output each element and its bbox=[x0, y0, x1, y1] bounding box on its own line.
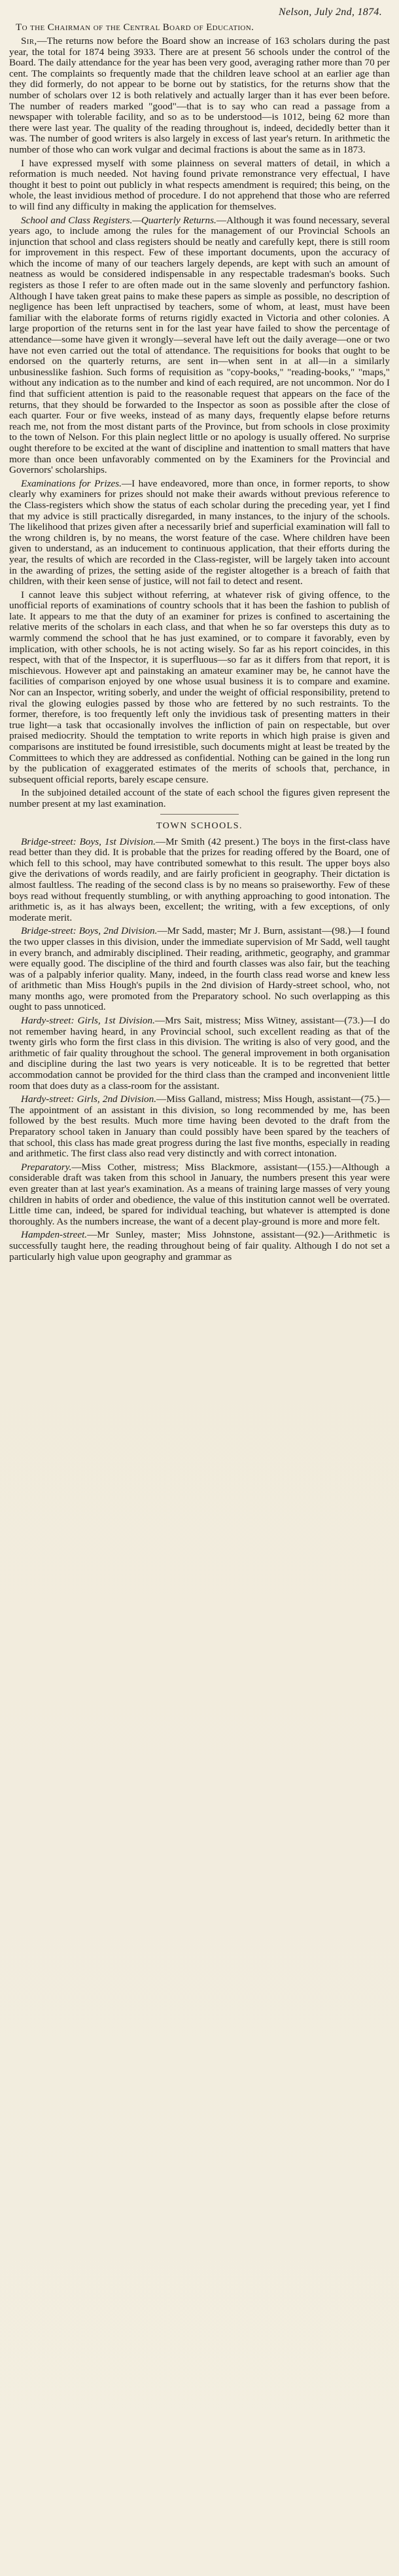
intro-paragraph-1 bbox=[9, 36, 390, 156]
school-entry-heading: Hardy-street: Girls, 1st Division. bbox=[21, 1015, 155, 1027]
school-entry-heading: Hardy-street: Girls, 2nd Division. bbox=[21, 1094, 157, 1105]
school-entry-text: —Mr Sunley, master; Miss Johnstone, assistant—(92.)—Arithmetic is successfully taught here, the reading throughout being of fair quality. Although I do not set a particularly high value upon geography and grammar as bbox=[9, 1229, 390, 1262]
dateline: Nelson, July 2nd, 1874. bbox=[279, 7, 382, 18]
registers-paragraph bbox=[9, 215, 390, 476]
prizes-text-3: In the subjoined detailed account of the state of each school the figures given represent the number present at my last examination. bbox=[9, 787, 390, 809]
prizes-heading: Examinations for Prizes. bbox=[21, 477, 122, 489]
salutation bbox=[16, 22, 390, 33]
intro-lead: Sir, bbox=[21, 35, 37, 46]
salutation-text: To the Chairman of the Central Board of Education. bbox=[16, 22, 254, 33]
school-entry-heading: Hampden-street. bbox=[21, 1229, 88, 1241]
school-entry bbox=[9, 1094, 390, 1160]
prizes-paragraph-1 bbox=[9, 479, 390, 587]
school-entry bbox=[9, 1016, 390, 1092]
registers-heading: School and Class Registers.—Quarterly Returns. bbox=[21, 214, 217, 226]
school-entry bbox=[9, 837, 390, 924]
town-schools-title: TOWN SCHOOLS. bbox=[156, 820, 243, 831]
prizes-text-1: —I have endeavored, more than once, in former reports, to show clearly why examiners for prizes should not make their awards without previous reference to the Class-registers which show the status of each scholar during the preceding year, yet I find that my advice is still practically disregarded, in many instances, to the injury of the schools. The likelihood that prizes given after a necessarily brief and superficial examination will fall to the wrong children is, by no means, the worst feature of the case. Where children have been given to understand, as an inducement to continuous application, that their efforts during the year, the results of which are recorded in the Class-register, will be largely taken into account in the awarding of prizes, the setting aside of the register altogether is a breach of faith that children, with their keen sense of justice, will not fail to detect and resent. bbox=[9, 477, 390, 587]
school-entry bbox=[9, 926, 390, 1013]
registers-text: —Although it was found necessary, several years ago, to include among the rules for the management of our Provincial Schools an injunction that school and class registers should be neatly and carefully kept, there is still room for improvement in this respect. Few of these important documents, upon the accuracy of which the income of many of our teachers largely depends, are kept with such an amount of neatness as would be considered indispensable in any respectable tradesman's books. Such registers as those I refer to are often made out in the same slovenly and perfunctory fashion. Although I have taken great pains to make these papers as simple as possible, no description of negligence has been left unpractised by teachers, some of whom, at least, must have been familiar with the elaborate forms of returns rigidly exacted in Victoria and other colonies. A large proportion of the returns sent in for the last year have failed to show the percentage of attendance—some have given it wrongly—several have left out the daily average—one or two have not even carried out the total of attendance. The requisitions for books that ought to be endorsed on the quarterly returns, are sent in—when sent in at all—in a similarly unbusinesslike fashion. Such forms of requisition as "copy-books," "reading-books," "maps," without any indication as to the number and kind of each required, are not uncommon. Nor do I find that sufficient attention is paid to the reasonable request that appears on the face of the returns, that they should be forwarded to the Inspector as soon as possible after the close of each quarter. Four or five weeks, instead of as many days, frequently elapse before returns reach me, not from the most distant parts of the Province, but from schools in close proximity to the town of Nelson. For this plain neglect little or no apology is usually offered. No surprise ought therefore to be excited at the want of discipline and inattention to small matters that have more than once been unfavorably commented on by the Examiners for the Provincial and Governors' scholarships. bbox=[9, 214, 390, 476]
school-entry-text: —Mr Smith (42 present.) The boys in the first-class have read better than they did. It is probable that the prizes for reading offered by the Board, one of which fell to this school, may have contributed somewhat to this result. The upper boys also give the derivations of words readily, and are fairly proficient in geography. Their dictation is almost faultless. The reading of the second class is by no means so praiseworthy. Few of these boys read without frequently stumbling, or with anything approaching to good intonation. The arithmetic is, as it has always been, excellent; the writing, with a few exceptions, of only moderate merit. bbox=[9, 836, 390, 923]
school-entry-text: —Miss Galland, mistress; Miss Hough, assistant—(75.)—The appointment of an assistant in this division, so long recommended by me, has been followed by the best results. Much more time having been devoted to the draft from the Preparatory school taken in January than could possibly have been spared by the teachers of that school, this class has made great progress during the last five months, especially in reading and arithmetic. The first class also read very distinctly and with correct intonation. bbox=[9, 1094, 390, 1160]
prizes-paragraph-2 bbox=[9, 590, 390, 786]
school-entry-heading: Bridge-street: Boys, 2nd Division. bbox=[21, 925, 158, 937]
school-entry-text: —Miss Cother, mistress; Miss Blackmore, assistant—(155.)—Although a considerable draft was taken from this school in January, the numbers present this year were even greater than at last year's examination. As a means of training large masses of very young children in habits of order and obedience, the value of this institution cannot well be overrated. Little time can, indeed, be spared for individual teaching, but whatever is attempted is done thoroughly. As the numbers increase, the want of a decent play-ground is more and more felt. bbox=[9, 1161, 390, 1227]
school-entry-heading: Preparatory. bbox=[21, 1161, 72, 1173]
intro-paragraph-2 bbox=[9, 158, 390, 213]
school-entry-text: —Mr Sadd, master; Mr J. Burn, assistant—(98.)—I found the two upper classes in this division, under the immediate supervision of Mr Sadd, well taught in every branch, and admirably disciplined. Their reading, arithmetic, geography, and grammar were equally good. The discipline of the third and fourth classes was also fair, but the teaching was of a palpably inferior quality. Many, indeed, in the fourth class read worse and knew less of arithmetic than Miss Hough's pupils in the 2nd division of Hardy-street school, who, not many months ago, were promoted from the Preparatory school. No such overlapping as this ought to pass unnoticed. bbox=[9, 925, 390, 1013]
intro-text-2: I have expressed myself with some plainness on several matters of detail, in which a reformation is much needed. Not having found private remonstrance very effectual, I have thought it best to point out publicly in what respects amendment is required; this being, on the whole, the least invidious method of procedure. I do not apprehend that those who are referred to will find any difficulty in making the application for themselves. bbox=[9, 157, 390, 212]
prizes-text-2: I cannot leave this subject without referring, at whatever risk of giving offence, to the unofficial reports of examinations of country schools that it has been the fashion to publish of late. It appears to me that the duty of an examiner for prizes is confined to ascertaining the relative merits of the scholars in each class, and that when he so far oversteps this duty as to warmly commend the school that he has just examined, or to compare it favorably, even by implication, with other schools, he is not acting wisely. So far as his report coincides, in this respect, with that of the Inspector, it is superfluous—so far as it differs from that report, it is mischievous. However apt and painstaking an amateur examiner may be, he cannot have the facilities of comparison enjoyed by one whose usual business it is to compare and examine. Nor can an Inspector, writing soberly, and under the weight of official responsibility, pretend to rival the glowing eulogies passed by those who are fettered by no such restraints. To the former, therefore, is too frequently left only the invidious task of presenting matters in their true light—a task that occasionally involves the infliction of pain on respectable, but over praised mediocrity. Should the temptation to write reports in which high praise is given and comparisons are instituted be found irresistible, such documents might at least be treated by the Committees to which they are addressed as confidential. Nothing can be gained in the long run by the publication of exaggerated estimates of the merits of schools that, perchance, in subsequent official reports, barely escape censure. bbox=[9, 589, 390, 785]
section-divider bbox=[160, 814, 239, 815]
school-entry bbox=[9, 1230, 390, 1262]
school-entry-text: —Mrs Sait, mistress; Miss Witney, assistant—(73.)—I do not remember having heard, in any Provincial school, such excellent reading as that of the twenty girls who form the first class in this division. The writing is also of very good, and the arithmetic of fair quality throughout the school. The general improvement in both organisation and discipline during the last two years is very noticeable. It is to be regretted that better accommodation cannot be provided for the third class than the cramped and inconvenient little room that does duty as a class-room for the assistant. bbox=[9, 1015, 390, 1092]
intro-text-1: —The returns now before the Board show an increase of 163 scholars during the past year, the total for 1874 being 3933. There are at present 56 schools under the control of the Board. The daily attendance for the year has been very good, averaging rather more than 70 per cent. The complaints so frequently made that the children leave school at an earlier age than they did formerly, do not appear to be borne out by statistics, for the returns show that the number of scholars over 12 is both relatively and actually larger than it has ever been before. The number of readers marked "good"—that is to say who can read a passage from a newspaper with tolerable facility, and so as to be understood—is 1012, being 62 more than there were last year. The quality of the reading throughout is, indeed, decidedly better than it was. The number of good writers is also largely in excess of last year's return. In arithmetic the number of those who can work vulgar and decimal fractions is about the same as in 1873. bbox=[9, 35, 390, 155]
school-entry-heading: Bridge-street: Boys, 1st Division. bbox=[21, 836, 156, 847]
prizes-paragraph-3 bbox=[9, 788, 390, 809]
school-entry bbox=[9, 1162, 390, 1228]
